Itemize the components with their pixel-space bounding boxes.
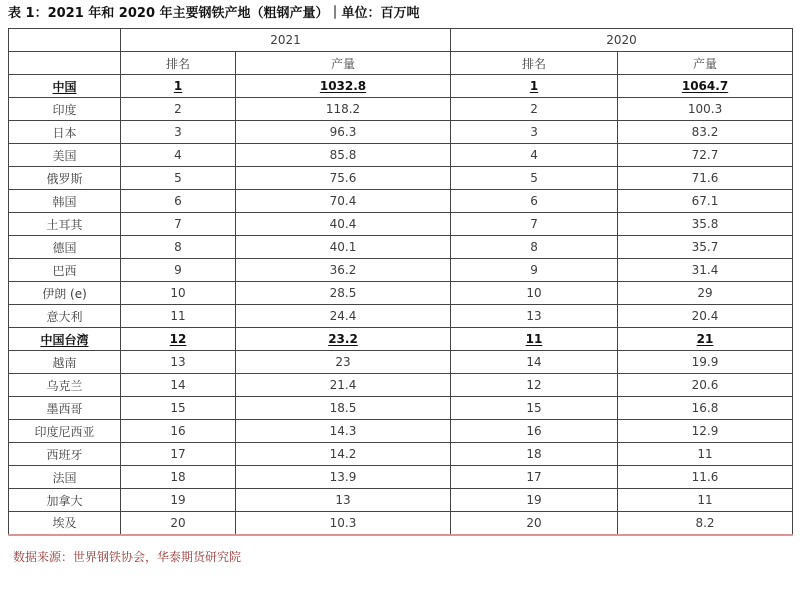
table-row	[9, 144, 793, 167]
cell-prod-2021	[236, 121, 451, 144]
cell-prod-2021	[236, 282, 451, 305]
cell-rank-2020	[451, 420, 618, 443]
cell-rank-2020	[451, 512, 618, 535]
cell-rank-2020	[451, 75, 618, 98]
cell-prod-2021	[236, 374, 451, 397]
cell-text: 18	[170, 470, 186, 484]
cell-text: 11	[697, 447, 713, 461]
cell-region	[9, 466, 121, 489]
cell-text: 伊朗 (e)	[42, 286, 87, 301]
table-row	[9, 167, 793, 190]
cell-prod-2020	[618, 75, 793, 98]
cell-rank-2020	[451, 374, 618, 397]
cell-text: 5	[174, 171, 182, 185]
cell-prod-2020	[618, 305, 793, 328]
cell-text: 西班牙	[46, 447, 83, 462]
cell-region	[9, 512, 121, 535]
cell-rank-2021	[121, 213, 236, 236]
cell-region	[9, 351, 121, 374]
cell-prod-2020	[618, 190, 793, 213]
cell-rank-2020	[451, 259, 618, 282]
cell-prod-2021	[236, 443, 451, 466]
cell-rank-2021	[121, 305, 236, 328]
cell-prod-2020	[618, 213, 793, 236]
cell-prod-2021	[236, 190, 451, 213]
cell-text: 土耳其	[46, 217, 83, 232]
cell-prod-2021	[236, 489, 451, 512]
cell-region	[9, 420, 121, 443]
cell-rank-2020	[451, 443, 618, 466]
table-row	[9, 282, 793, 305]
cell-prod-2020	[618, 98, 793, 121]
cell-text: 20	[526, 515, 542, 530]
cell-text: 35.7	[691, 240, 719, 254]
cell-rank-2020	[451, 213, 618, 236]
cell-text: 21	[696, 332, 714, 346]
cell-text: 18	[526, 447, 542, 461]
cell-prod-2021	[236, 397, 451, 420]
cell-text: 14.3	[329, 424, 357, 438]
table-row	[9, 374, 793, 397]
cell-prod-2021	[236, 98, 451, 121]
cell-region	[9, 328, 121, 351]
cell-rank-2021	[121, 75, 236, 98]
cell-rank-2020	[451, 121, 618, 144]
cell-text: 12	[169, 332, 187, 346]
table-row	[9, 98, 793, 121]
corner-blank-cell	[9, 52, 121, 75]
cell-text: 意大利	[46, 309, 83, 324]
sub-header-production-2020: 产量	[618, 52, 793, 75]
cell-region	[9, 489, 121, 512]
cell-text: 20	[170, 515, 186, 530]
cell-rank-2021	[121, 489, 236, 512]
cell-text: 67.1	[691, 194, 719, 208]
cell-rank-2020	[451, 167, 618, 190]
cell-text: 日本	[52, 125, 77, 140]
cell-prod-2021	[236, 75, 451, 98]
cell-rank-2021	[121, 259, 236, 282]
cell-text: 5	[530, 171, 538, 185]
data-source: 数据来源：世界钢铁协会，华泰期货研究院	[13, 549, 242, 564]
cell-rank-2021	[121, 466, 236, 489]
cell-text: 8	[174, 240, 182, 254]
cell-text: 40.1	[329, 240, 357, 254]
cell-text: 16.8	[691, 401, 719, 415]
cell-text: 19	[170, 493, 186, 507]
cell-prod-2021	[236, 466, 451, 489]
table-row	[9, 305, 793, 328]
cell-text: 14	[170, 378, 186, 392]
cell-region	[9, 305, 121, 328]
cell-prod-2020	[618, 466, 793, 489]
cell-text: 10.3	[329, 515, 357, 530]
cell-text: 11	[170, 309, 186, 323]
cell-text: 28.5	[329, 286, 357, 300]
cell-rank-2020	[451, 305, 618, 328]
cell-prod-2020	[618, 236, 793, 259]
cell-rank-2020	[451, 98, 618, 121]
cell-region	[9, 236, 121, 259]
cell-region	[9, 75, 121, 98]
cell-text: 75.6	[329, 171, 357, 185]
cell-text: 11	[697, 493, 713, 507]
cell-text: 15	[170, 401, 186, 415]
sub-header-production-2021: 产量	[236, 52, 451, 75]
cell-text: 韩国	[52, 194, 77, 209]
year-header-row	[9, 29, 793, 52]
cell-text: 乌克兰	[46, 378, 83, 393]
cell-text: 法国	[52, 470, 77, 485]
cell-rank-2021	[121, 98, 236, 121]
cell-text: 中国	[52, 79, 77, 94]
cell-text: 71.6	[691, 171, 719, 185]
cell-text: 中国台湾	[40, 332, 89, 347]
cell-text: 85.8	[329, 148, 357, 162]
cell-text: 6	[174, 194, 182, 208]
cell-prod-2021	[236, 512, 451, 535]
cell-rank-2021	[121, 374, 236, 397]
cell-prod-2020	[618, 121, 793, 144]
cell-text: 17	[170, 447, 186, 461]
cell-text: 100.3	[687, 102, 723, 116]
cell-text: 8.2	[695, 515, 715, 530]
cell-text: 9	[530, 263, 538, 277]
table-row	[9, 190, 793, 213]
cell-text: 13	[170, 355, 186, 369]
table-row	[9, 512, 793, 535]
sub-header-rank-2020: 排名	[451, 52, 618, 75]
cell-prod-2020	[618, 512, 793, 535]
year-header-2021: 2021	[121, 29, 451, 52]
cell-text: 20.6	[691, 378, 719, 392]
table-row	[9, 259, 793, 282]
cell-prod-2021	[236, 328, 451, 351]
cell-text: 8	[530, 240, 538, 254]
table-row	[9, 351, 793, 374]
cell-text: 13	[335, 493, 351, 507]
cell-region	[9, 98, 121, 121]
cell-text: 加拿大	[46, 493, 83, 508]
cell-text: 40.4	[329, 217, 357, 231]
cell-text: 24.4	[329, 309, 357, 323]
cell-text: 印度	[52, 102, 77, 117]
cell-text: 17	[526, 470, 542, 484]
cell-prod-2020	[618, 443, 793, 466]
cell-text: 7	[174, 217, 182, 231]
cell-text: 21.4	[329, 378, 357, 392]
cell-rank-2021	[121, 121, 236, 144]
cell-prod-2021	[236, 259, 451, 282]
cell-rank-2020	[451, 282, 618, 305]
cell-rank-2020	[451, 144, 618, 167]
cell-rank-2021	[121, 443, 236, 466]
cell-text: 35.8	[691, 217, 719, 231]
cell-rank-2021	[121, 190, 236, 213]
cell-text: 36.2	[329, 263, 357, 277]
cell-text: 2	[174, 102, 182, 116]
cell-text: 俄罗斯	[46, 171, 83, 186]
cell-prod-2020	[618, 328, 793, 351]
cell-prod-2021	[236, 420, 451, 443]
cell-text: 美国	[52, 148, 77, 163]
cell-text: 墨西哥	[46, 401, 83, 416]
cell-prod-2021	[236, 236, 451, 259]
cell-region	[9, 397, 121, 420]
cell-text: 3	[174, 125, 182, 139]
cell-rank-2021	[121, 167, 236, 190]
cell-prod-2020	[618, 489, 793, 512]
cell-text: 12.9	[691, 424, 719, 438]
cell-text: 2	[530, 102, 538, 116]
cell-rank-2020	[451, 466, 618, 489]
cell-prod-2021	[236, 213, 451, 236]
cell-text: 印度尼西亚	[34, 424, 95, 439]
cell-text: 96.3	[329, 125, 357, 139]
cell-text: 29	[697, 286, 713, 300]
cell-rank-2020	[451, 236, 618, 259]
cell-rank-2021	[121, 420, 236, 443]
corner-blank-cell	[9, 29, 121, 52]
cell-rank-2021	[121, 351, 236, 374]
cell-text: 18.5	[329, 401, 357, 415]
cell-text: 10	[170, 286, 186, 300]
cell-text: 118.2	[325, 102, 361, 116]
cell-prod-2020	[618, 374, 793, 397]
cell-text: 20.4	[691, 309, 719, 323]
cell-text: 3	[530, 125, 538, 139]
cell-prod-2020	[618, 259, 793, 282]
cell-text: 埃及	[52, 516, 77, 531]
cell-text: 19	[526, 493, 542, 507]
cell-text: 1064.7	[681, 79, 729, 93]
cell-text: 7	[530, 217, 538, 231]
cell-text: 巴西	[52, 263, 77, 278]
table-row	[9, 466, 793, 489]
cell-text: 16	[170, 424, 186, 438]
cell-text: 4	[530, 148, 538, 162]
cell-text: 6	[530, 194, 538, 208]
cell-text: 31.4	[691, 263, 719, 277]
cell-text: 9	[174, 263, 182, 277]
table-row	[9, 75, 793, 98]
cell-prod-2020	[618, 167, 793, 190]
cell-prod-2021	[236, 144, 451, 167]
cell-prod-2021	[236, 167, 451, 190]
cell-prod-2020	[618, 144, 793, 167]
cell-rank-2021	[121, 282, 236, 305]
cell-text: 11.6	[691, 470, 719, 484]
cell-region	[9, 121, 121, 144]
cell-rank-2021	[121, 328, 236, 351]
cell-rank-2021	[121, 512, 236, 535]
sub-header-row	[9, 52, 793, 75]
cell-text: 16	[526, 424, 542, 438]
cell-text: 1032.8	[319, 79, 367, 93]
cell-text: 72.7	[691, 148, 719, 162]
cell-rank-2020	[451, 489, 618, 512]
cell-region	[9, 374, 121, 397]
cell-text: 83.2	[691, 125, 719, 139]
cell-rank-2020	[451, 190, 618, 213]
cell-rank-2021	[121, 144, 236, 167]
cell-prod-2020	[618, 420, 793, 443]
steel-production-table	[8, 28, 793, 536]
cell-prod-2021	[236, 351, 451, 374]
year-header-2020: 2020	[451, 29, 793, 52]
cell-prod-2020	[618, 351, 793, 374]
cell-rank-2021	[121, 397, 236, 420]
cell-region	[9, 144, 121, 167]
cell-text: 4	[174, 148, 182, 162]
table-row	[9, 420, 793, 443]
cell-prod-2020	[618, 282, 793, 305]
cell-text: 19.9	[691, 355, 719, 369]
table-row	[9, 328, 793, 351]
table-row	[9, 397, 793, 420]
cell-region	[9, 259, 121, 282]
cell-region	[9, 167, 121, 190]
cell-text: 70.4	[329, 194, 357, 208]
table-body	[9, 75, 793, 535]
cell-text: 13	[526, 309, 542, 323]
cell-text: 越南	[52, 355, 77, 370]
cell-rank-2020	[451, 397, 618, 420]
cell-rank-2020	[451, 328, 618, 351]
cell-text: 12	[526, 378, 542, 392]
cell-rank-2021	[121, 236, 236, 259]
table-row	[9, 121, 793, 144]
cell-text: 14	[526, 355, 542, 369]
cell-text: 14.2	[329, 447, 357, 461]
cell-region	[9, 282, 121, 305]
cell-text: 23	[335, 355, 351, 369]
cell-prod-2020	[618, 397, 793, 420]
cell-text: 1	[173, 79, 183, 93]
cell-text: 13.9	[329, 470, 357, 484]
cell-region	[9, 213, 121, 236]
table-title: 表 1：2021 年和 2020 年主要钢铁产地（粗钢产量）｜单位：百万吨	[8, 6, 420, 21]
table-row	[9, 236, 793, 259]
table-header	[9, 29, 793, 75]
table-row	[9, 213, 793, 236]
cell-text: 11	[525, 332, 543, 346]
table-row	[9, 443, 793, 466]
cell-region	[9, 443, 121, 466]
cell-prod-2021	[236, 305, 451, 328]
cell-text: 23.2	[328, 332, 358, 346]
cell-text: 德国	[52, 240, 77, 255]
cell-region	[9, 190, 121, 213]
table-row	[9, 489, 793, 512]
cell-text: 10	[526, 286, 542, 300]
cell-text: 1	[529, 79, 539, 93]
cell-text: 15	[526, 401, 542, 415]
cell-rank-2020	[451, 351, 618, 374]
sub-header-rank-2021: 排名	[121, 52, 236, 75]
